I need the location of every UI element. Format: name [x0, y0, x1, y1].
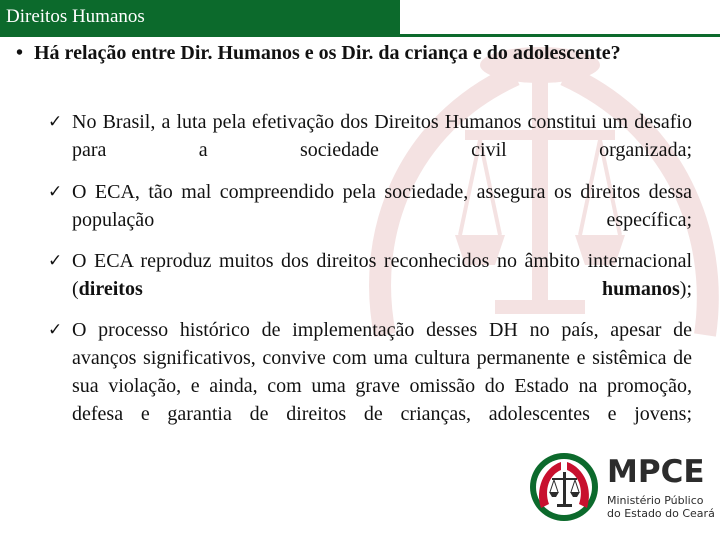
- check-icon: ✓: [48, 182, 63, 202]
- slide-title: Direitos Humanos: [6, 6, 145, 27]
- list-item-text: O ECA, tão mal compreendido pela sociedade, assegura os direitos dessa população específica;: [72, 181, 692, 231]
- list-item-text: O processo histórico de implementação desses DH no país, apesar de avanços significativos, convive com uma cultura permanente e sistêmica de sua violação, e ainda, com uma grave omissão do Estado na promoção, defesa e garantia de direitos de crianças, adolescentes e jovens;: [72, 319, 692, 425]
- list-item: [48, 316, 692, 456]
- check-icon: ✓: [48, 112, 63, 132]
- question-text: Há relação entre Dir. Humanos e os Dir. da criança e do adolescente?: [34, 42, 621, 64]
- mpce-emblem-icon: [527, 450, 601, 524]
- bullet-icon: •: [16, 42, 24, 64]
- mpce-logo: [527, 450, 717, 526]
- title-bar: [0, 0, 400, 34]
- list-item-text: No Brasil, a luta pela efetivação dos Direitos Humanos constitui um desafio para a sociedade civil organizada;: [72, 111, 692, 161]
- logo-subtitle: Ministério Público do Estado do Ceará: [607, 494, 715, 520]
- emphasis-text: direitos humanos: [78, 278, 680, 300]
- question-bullet-item: [16, 40, 692, 67]
- check-icon: ✓: [48, 251, 63, 271]
- list-item-text: O ECA reproduz muitos dos direitos reconhecidos no âmbito internacional (direitos humanos);: [72, 250, 692, 300]
- check-icon: ✓: [48, 320, 63, 340]
- logo-name: MPCE: [607, 454, 705, 490]
